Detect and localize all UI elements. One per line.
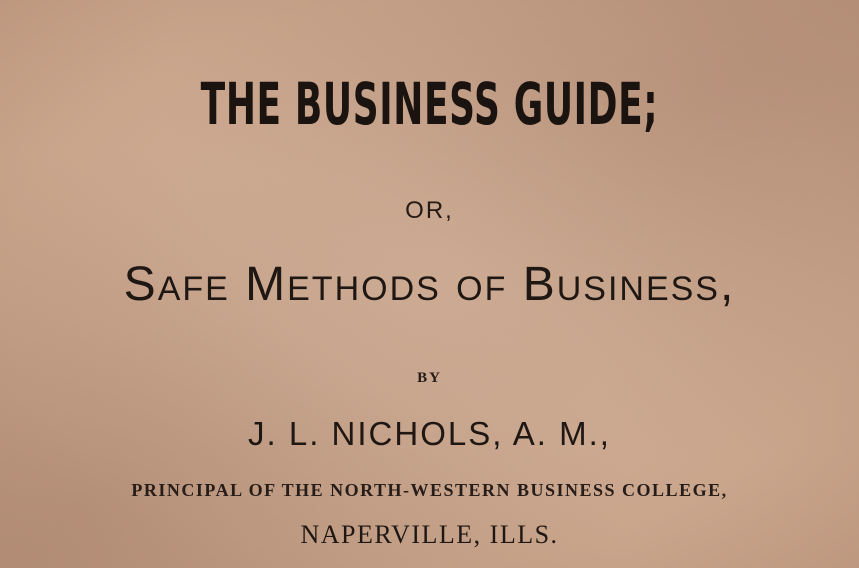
alternate-title-conjunction: OR, (405, 197, 454, 224)
book-subtitle: Safe Methods of Business, (123, 258, 736, 311)
book-title: THE BUSINESS GUIDE; (200, 70, 659, 138)
author-position: PRINCIPAL OF THE NORTH-WESTERN BUSINESS COLLEGE, (131, 480, 728, 500)
author-location: NAPERVILLE, ILLS. (300, 520, 559, 549)
author-name: J. L. NICHOLS, A. M., (248, 415, 611, 452)
byline-label: BY (417, 370, 442, 386)
